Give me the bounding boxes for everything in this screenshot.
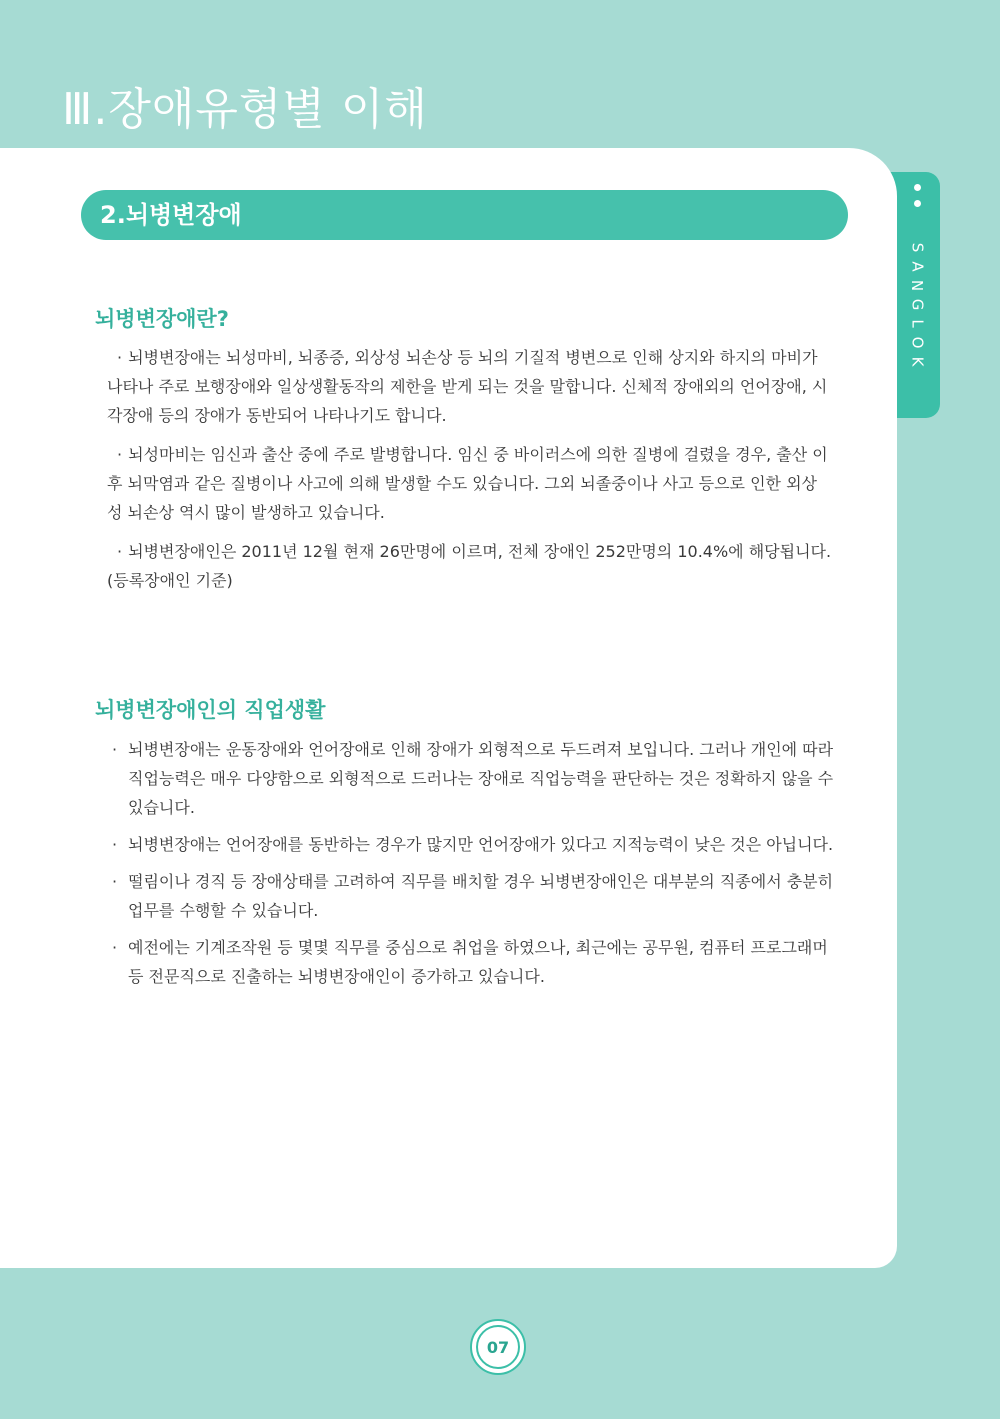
list-item: · 뇌병변장애는 운동장애와 언어장애로 인해 장애가 외형적으로 두드려져 보입니다. 그러나 개인에 따라 직업능력은 매우 다양함으로 외형적으로 드러나는 장애로 직업능력을 판단하는 것은 정확하지 않을 수 있습니다. [112,735,837,822]
paragraph: · 뇌성마비는 임신과 출산 중에 주로 발병합니다. 임신 중 바이러스에 의한 질병에 걸렸을 경우, 출산 이후 뇌막염과 같은 질병이나 사고에 의해 발생할 수도 있습니다. 그외 뇌졸중이나 사고 등으로 인한 외상성 뇌손상 역시 많이 발생하고 있습니다. [107,445,828,522]
bullet: · [117,542,123,561]
section1-body [107,343,832,605]
side-tab-letter: S [908,242,927,253]
list-item: · 예전에는 기계조작원 등 몇몇 직무를 중심으로 취업을 하였으나, 최근에는 공무원, 컴퓨터 프로그래머 등 전문직으로 진출하는 뇌병변장애인이 증가하고 있습니다. [112,933,837,991]
chapter-title: Ⅲ.장애유형별 이해 [62,84,428,135]
section-title: 2.뇌병변장애 [100,201,242,229]
dot-icon [914,184,921,191]
bullet: · [112,938,118,957]
bullet: · [117,348,123,367]
page-number: 07 [476,1325,520,1369]
side-tab-letter: K [908,356,927,367]
list-item: · 떨림이나 경직 등 장애상태를 고려하여 직무를 배치할 경우 뇌병변장애인은 대부분의 직종에서 충분히 업무를 수행할 수 있습니다. [112,867,837,925]
section2-list [112,735,837,999]
bullet: · [112,872,118,891]
dot-icon [914,200,921,207]
side-tab-letter: O [908,336,927,349]
side-tab-letter: G [908,298,927,311]
paragraph: · 뇌병변장애인은 2011년 12월 현재 26만명에 이르며, 전체 장애인 252만명의 10.4%에 해당됩니다.(등록장애인 기준) [107,542,832,590]
bullet: · [117,445,123,464]
side-tab-letters [904,238,930,371]
paragraph: · 뇌병변장애는 뇌성마비, 뇌종증, 외상성 뇌손상 등 뇌의 기질적 병변으로 인해 상지와 하지의 마비가 나타나 주로 보행장애와 일상생활동작의 제한을 받게 되는 것을 말합니다. 신체적 장애외의 언어장애, 시각장애 등의 장애가 동반되어 나타나기도 합니다. [107,348,828,425]
bullet: · [112,740,118,759]
list-item: · 뇌병변장애는 언어장애를 동반하는 경우가 많지만 언어장애가 있다고 지적능력이 낮은 것은 아닙니다. [112,830,837,859]
bullet: · [112,835,118,854]
section2-heading: 뇌병변장애인의 직업생활 [95,698,326,722]
side-tab-letter: L [908,319,927,328]
section1-heading: 뇌병변장애란? [95,307,229,331]
page-number-badge [470,1319,526,1375]
side-tab-letter: A [908,261,927,272]
side-tab-letter: N [908,279,927,292]
